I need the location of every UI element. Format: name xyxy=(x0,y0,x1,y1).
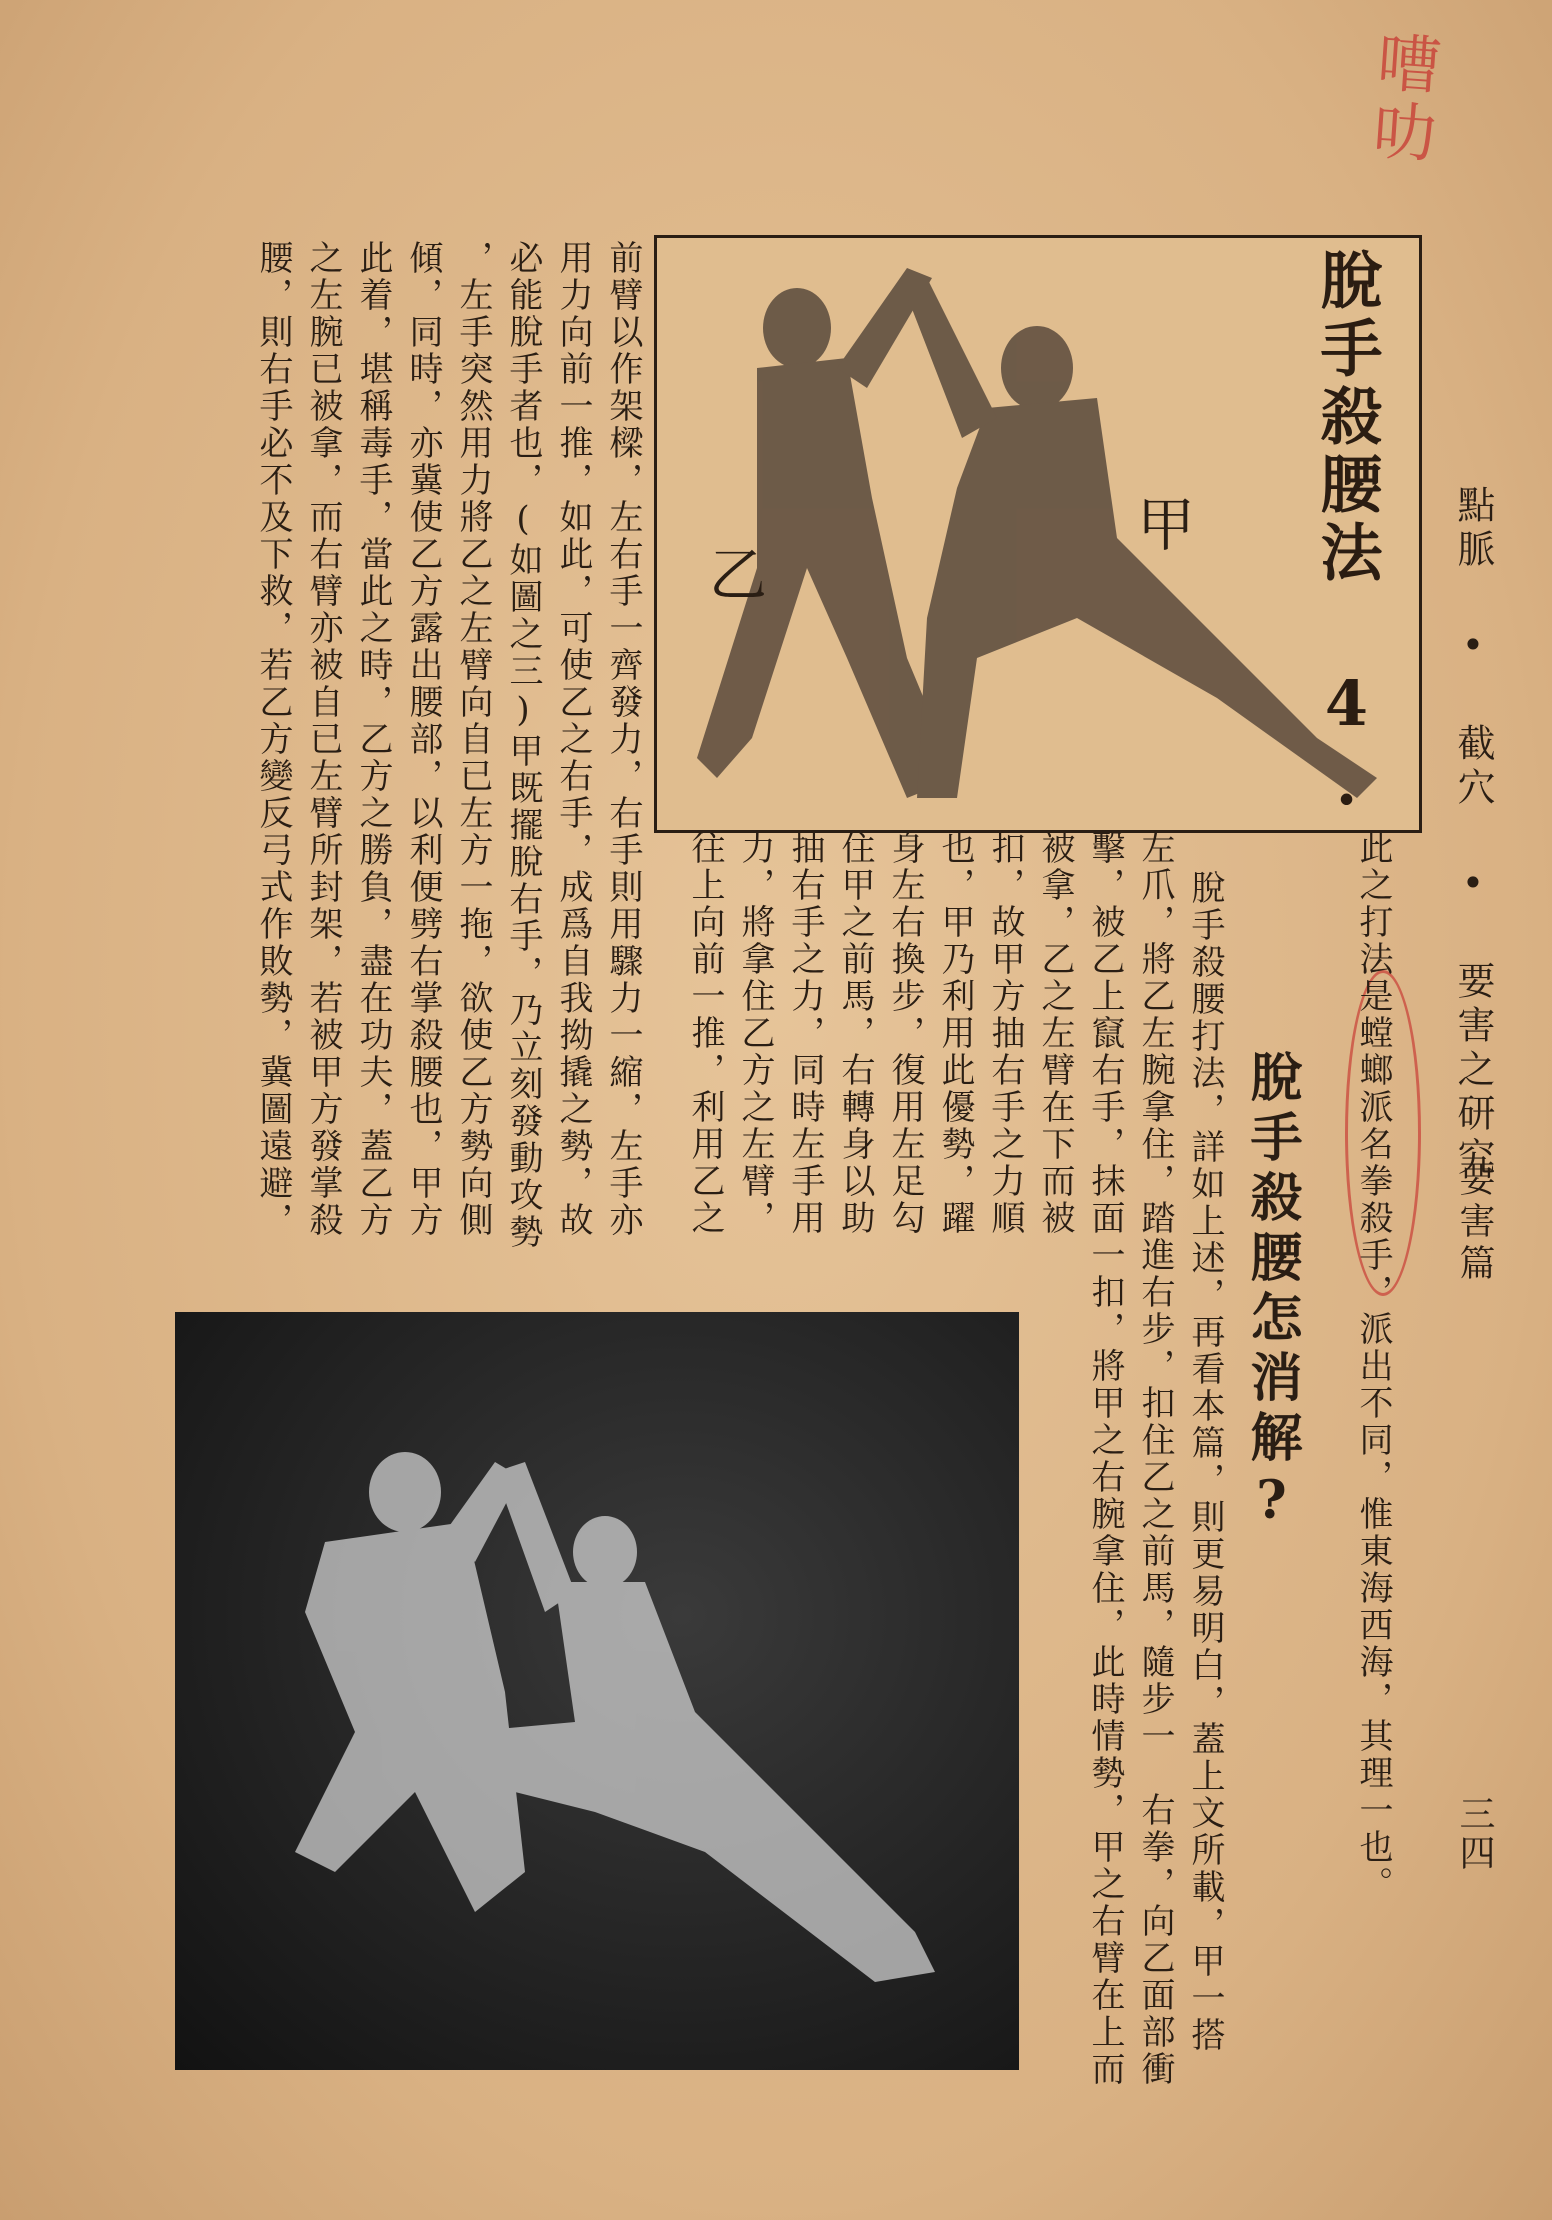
body-column: 傾，同時，亦冀使乙方露出腰部，以利便劈右掌殺腰也，甲方 xyxy=(403,240,443,1239)
body-column: 脫手殺腰打法，詳如上述，再看本篇，則更易明白，蓋上文所載，甲一搭 xyxy=(1185,870,1225,2054)
handwritten-note: 嘈叻 xyxy=(1359,27,1443,169)
body-column: 力，將拿住乙方之左臂， xyxy=(735,830,775,1237)
body-column: 前臂以作架樑，左右手一齊發力，右手則用驟力一縮，左手亦 xyxy=(603,240,643,1239)
body-column: 用力向前一推，如此，可使乙之右手，成爲自我拗撬之勢，故 xyxy=(553,240,593,1239)
label-yi: 乙 xyxy=(709,541,768,609)
body-column: 抽右手之力，同時左手用 xyxy=(785,830,825,1237)
body-column: 此着，堪稱毒手，當此之時，乙方之勝負，盡在功夫，蓋乙方 xyxy=(353,240,393,1239)
illustration-frame xyxy=(654,235,1422,833)
fighters-photograph xyxy=(175,1312,1019,2070)
body-column: 被拿，乙之左臂在下而被 xyxy=(1035,830,1075,1237)
body-column: 腰，則右手必不及下救，若乙方變反弓式作敗勢，冀圖遠避， xyxy=(253,240,293,1239)
body-column: 住甲之前馬，右轉身以助 xyxy=(835,830,875,1237)
body-column: 往上向前一推，利用乙之 xyxy=(685,830,725,1237)
intro-column: 此之打法是螳螂派名拳殺手，派出不同，惟東海西海，其理一也。 xyxy=(1353,830,1393,1903)
body-column: 也，甲乃利用此優勢，躍 xyxy=(935,830,975,1237)
body-column: 左爪，將乙左腕拿住，踏進右步，扣住乙之前馬，隨步一 右拳，向乙面部衝 xyxy=(1135,830,1175,2088)
running-header: 點脈 • 截穴 • 要害之研究 xyxy=(1451,485,1495,1181)
subheading: 脫手殺腰怎消解? xyxy=(1241,1050,1302,1539)
body-column: ，左手突然用力將乙之左臂向自已左方一拖，欲使乙方勢向側 xyxy=(453,240,493,1239)
body-column: 擊，被乙上竄右手，抹面一扣，將甲之右腕拿住，此時情勢，甲之右臂在上而 xyxy=(1085,830,1125,2088)
section-title: 要害篇 xyxy=(1454,1160,1495,1286)
body-column: 身左右換步，復用左足勾 xyxy=(885,830,925,1237)
body-column: 之左腕已被拿，而右臂亦被自已左臂所封架，若被甲方發掌殺 xyxy=(303,240,343,1239)
label-jia: 甲 xyxy=(1137,491,1196,559)
body-column: 必能脫手者也，(如圖之三)甲既擺脫右手，乃立刻發動攻勢 xyxy=(503,240,543,1251)
page-number: 三四 xyxy=(1454,1795,1495,1873)
body-column: 扣，故甲方抽右手之力順 xyxy=(985,830,1025,1237)
illustration-title: 脫手殺腰法 4. xyxy=(1310,248,1383,825)
